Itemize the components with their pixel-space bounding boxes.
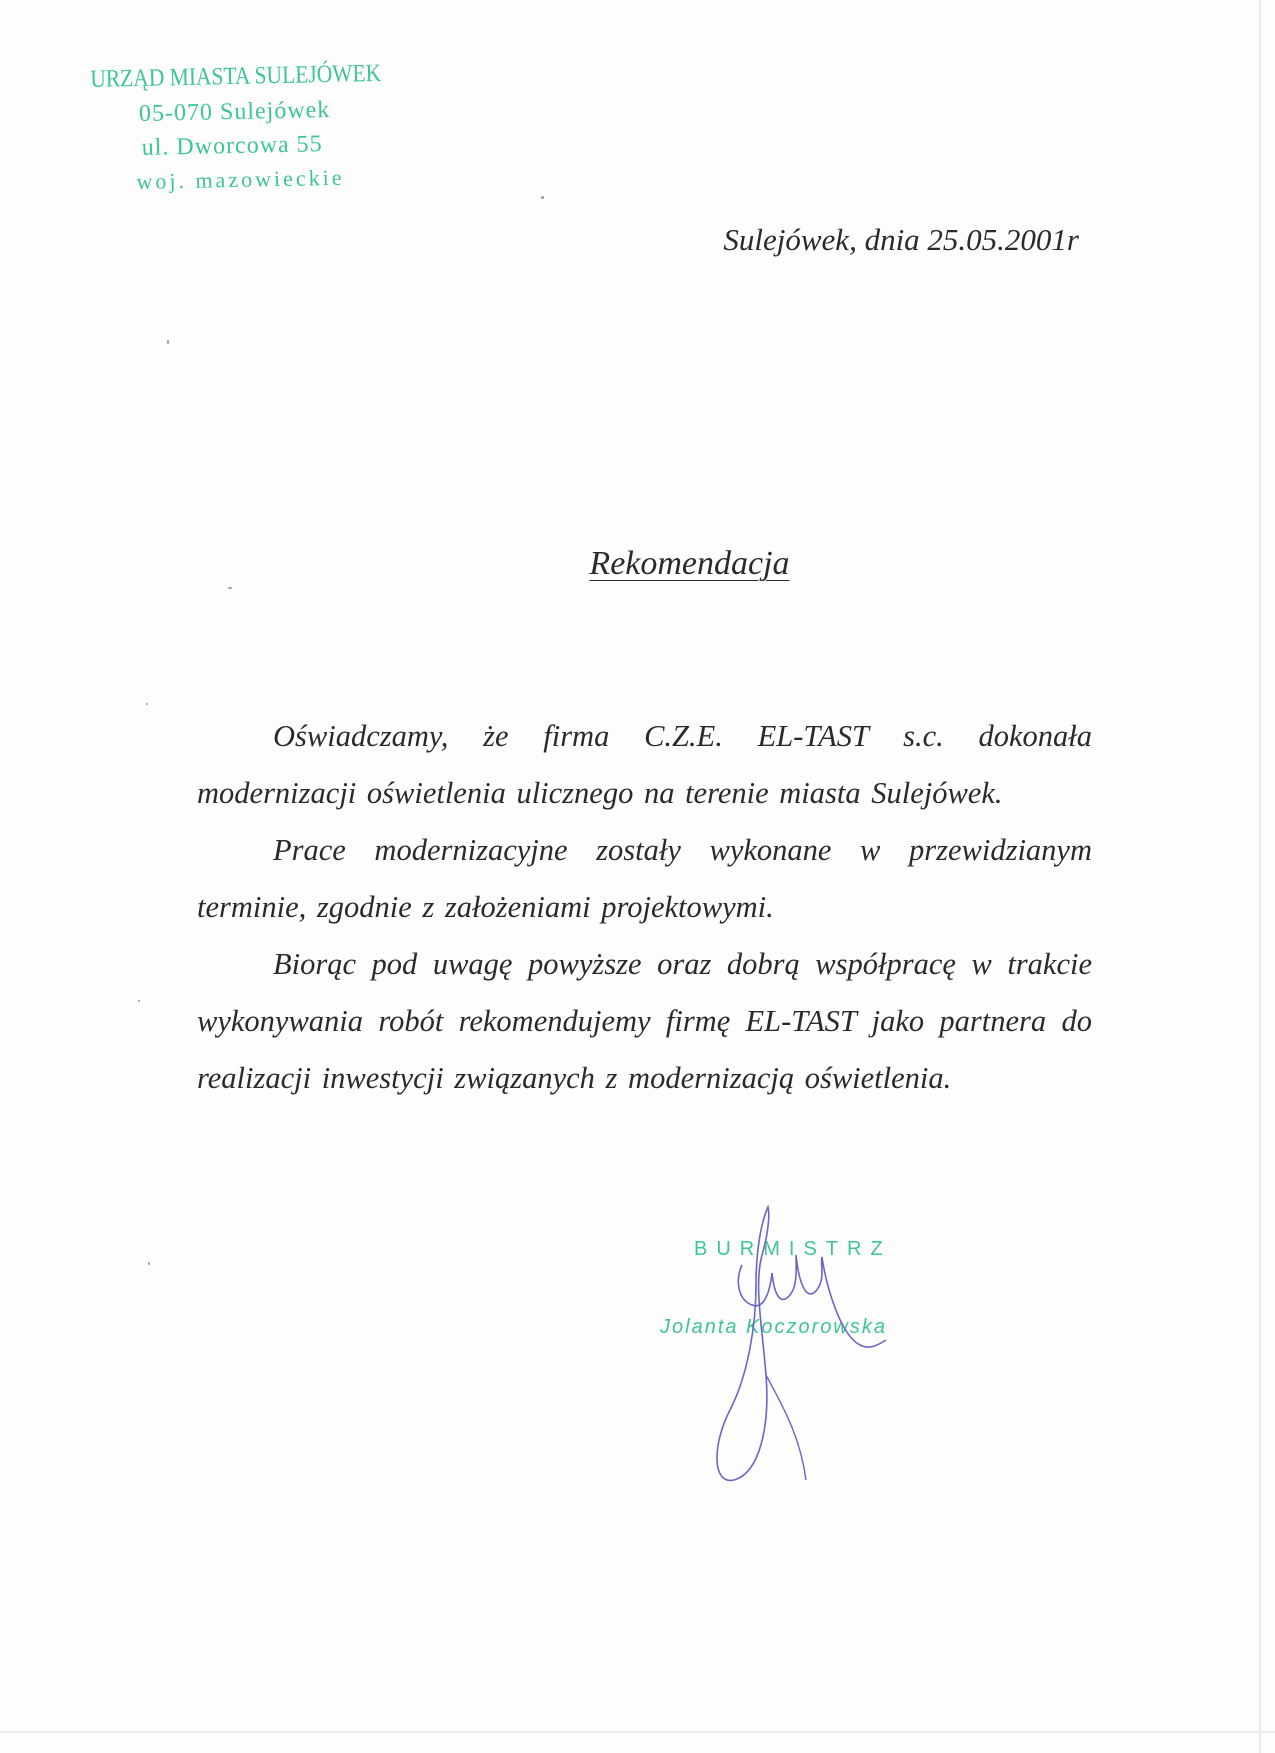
scan-speck (167, 340, 169, 344)
scan-speck (228, 587, 232, 589)
stamp-line-office: URZĄD MIASTA SULEJÓWEK (90, 59, 382, 93)
body-paragraph: Prace modernizacyjne zostały wykonane w przewidzianym terminie, zgodnie z założeniami projektowymi. (197, 833, 1092, 924)
letter-title: Rekomendacja (589, 545, 790, 582)
handwritten-signature (690, 1195, 920, 1495)
stamp-line-province: woj. mazowieckie (136, 164, 345, 195)
signature-name: Jolanta Koczorowska (660, 1316, 887, 1338)
signature-role: BURMISTRZ (694, 1238, 892, 1260)
letter-date: Sulejówek, dnia 25.05.2001r (723, 222, 1079, 257)
office-stamp (90, 59, 430, 195)
body-paragraph: Biorąc pod uwagę powyższe oraz dobrą współpracę w trakcie wykonywania robót rekomendujemy firmę EL-TAST jako partnera do realizacji inwestycji związanych z modernizacją oświetlenia. (197, 947, 1092, 1095)
page-edge-right (1259, 0, 1261, 1753)
scan-speck (541, 196, 544, 199)
stamp-line-postcode: 05-070 Sulejówek (138, 96, 331, 127)
page-edge-bottom (0, 1731, 1275, 1733)
scan-speck (148, 1262, 150, 1265)
letter-body (197, 708, 1092, 1107)
letter-title-wrap (0, 545, 1275, 583)
scan-speck (138, 1000, 140, 1002)
stamp-line-street: ul. Dworcowa 55 (141, 131, 323, 161)
scan-speck (146, 703, 148, 705)
body-paragraph: Oświadczamy, że firma C.Z.E. EL-TAST s.c. dokonała modernizacji oświetlenia ulicznego na terenie miasta Sulejówek. (197, 719, 1092, 810)
